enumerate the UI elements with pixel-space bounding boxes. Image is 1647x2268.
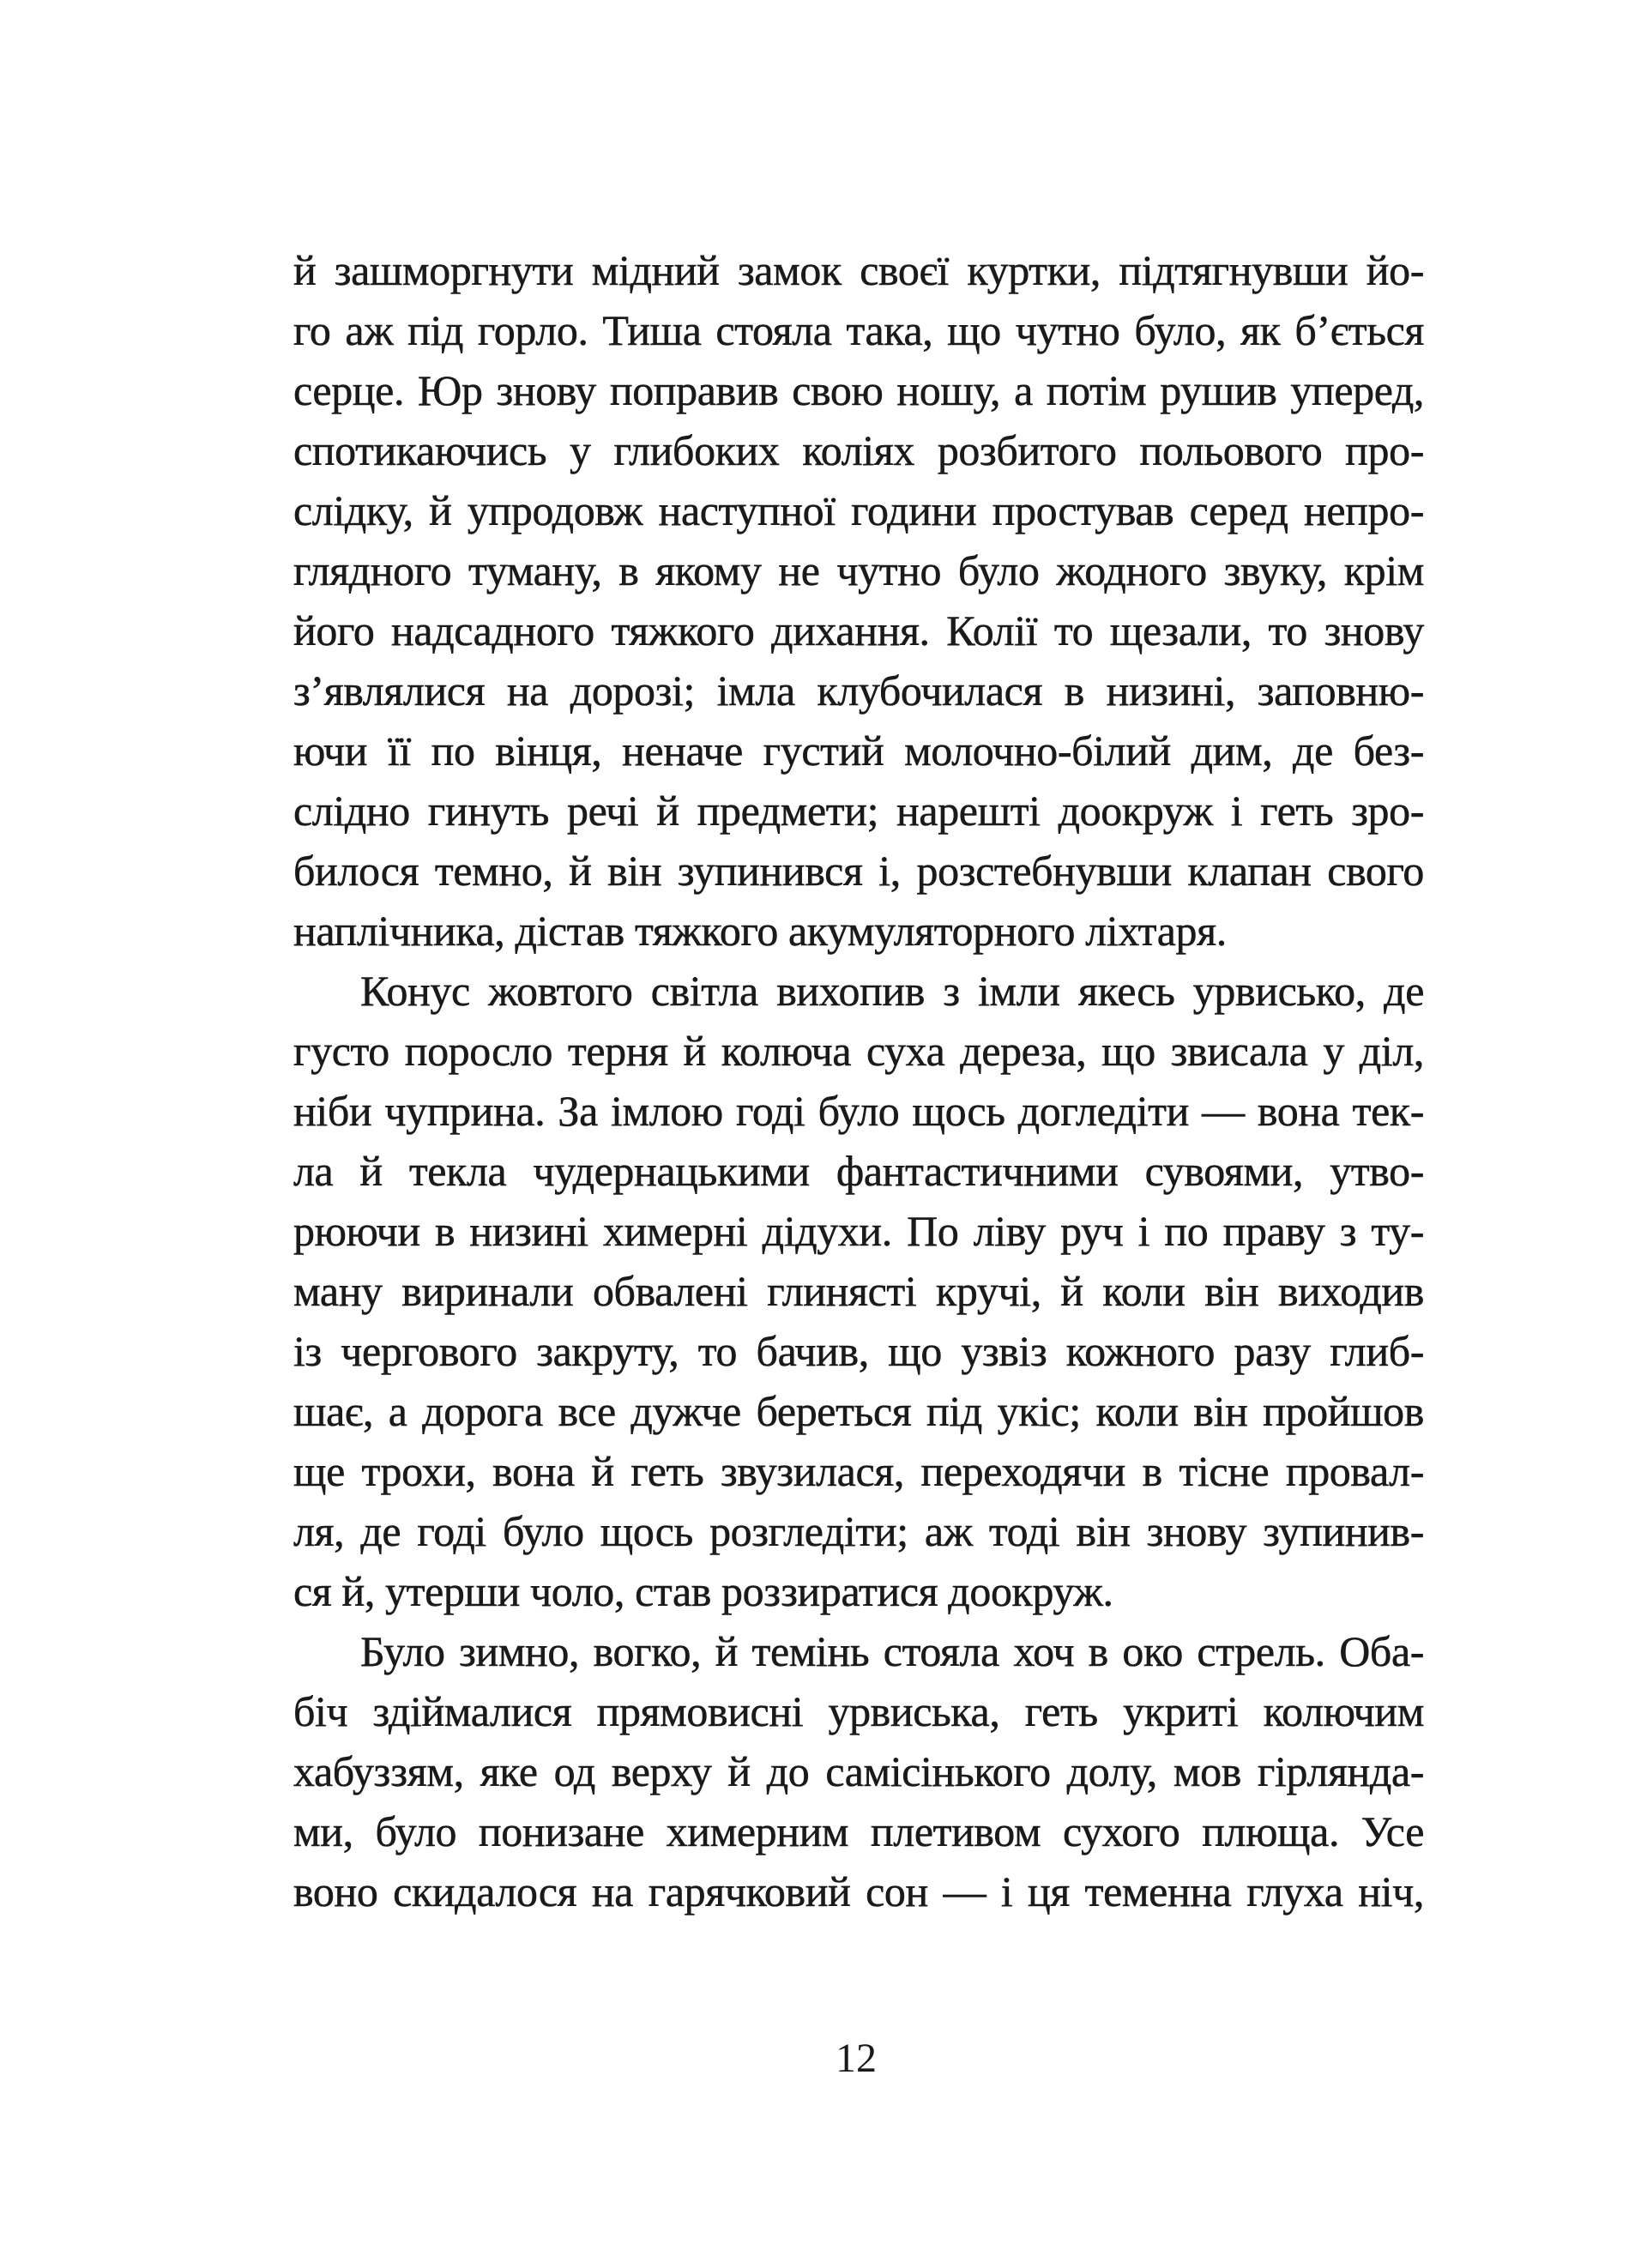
text-line: хабуззям, яке од верху й до самісінького долу, мов гірлянда- [293, 1747, 1424, 1795]
paragraph-first-line: Було зимно, вогко, й темінь стояла хоч в око стрель. Оба- [360, 1627, 1424, 1675]
text-line: густо поросло терня й колюча суха дереза, що звисала у діл, [293, 1027, 1424, 1075]
text-line: біч здіймалися прямовисні урвиська, геть укриті колючим [293, 1687, 1424, 1735]
page-number: 12 [836, 2036, 877, 2081]
paragraph-first-line: Конус жовтого світла вихопив з імли якесь урвисько, де [360, 967, 1424, 1015]
text-line: ніби чуприна. За імлою годі було щось догледіти — вона тек- [293, 1087, 1424, 1135]
text-line: рюючи в низині химерні дідухи. По ліву руч і по праву з ту- [293, 1207, 1424, 1255]
text-line: із чергового закруту, то бачив, що узвіз кожного разу глиб- [293, 1327, 1424, 1375]
text-line: серце. Юр знову поправив свою ношу, а потім рушив уперед, [293, 366, 1424, 414]
text-line: слідку, й упродовж наступної години простував серед непро- [293, 486, 1424, 534]
text-line: його надсадного тяжкого дихання. Колії то щезали, то знову [293, 606, 1424, 654]
text-line: билося темно, й він зупинився і, розстебнувши клапан свого [293, 847, 1424, 895]
text-line: воно скидалося на гарячковий сон — і ця теменна глуха ніч, [293, 1867, 1424, 1915]
text-line: наплічника, дістав тяжкого акумуляторного ліхтаря. [293, 907, 1227, 955]
text-line: слідно гинуть речі й предмети; нарешті доокруж і геть зро- [293, 787, 1424, 835]
text-line: з’являлися на дорозі; імла клубочилася в низині, заповню- [293, 667, 1424, 715]
text-line: ще трохи, вона й геть звузилася, переходячи в тісне провал- [293, 1447, 1424, 1495]
text-line: шає, а дорога все дужче береться під укіс; коли він пройшов [293, 1387, 1424, 1435]
text-line: ся й, утерши чоло, став роззиратися доокруж. [293, 1567, 1113, 1615]
text-line: ла й текла чудернацькими фантастичними сувоями, утво- [293, 1147, 1424, 1195]
text-line: й зашморгнути мідний замок своєї куртки, підтягнувши йо- [293, 246, 1424, 294]
text-line: спотикаючись у глибоких коліях розбитого польового про- [293, 426, 1424, 474]
text-line: ману виринали обвалені глинясті кручі, й коли він виходив [293, 1267, 1424, 1315]
text-line: го аж під горло. Тиша стояла така, що чутно було, як б’ється [293, 306, 1424, 354]
text-line: ля, де годі було щось розгледіти; аж тоді він знову зупинив- [293, 1507, 1424, 1555]
page-body-text [293, 240, 1424, 1921]
text-line: глядного туману, в якому не чутно було жодного звуку, крім [293, 546, 1424, 594]
text-line: ми, було понизане химерним плетивом сухого плюща. Усе [293, 1807, 1424, 1855]
text-line: ючи її по вінця, неначе густий молочно-білий дим, де без- [293, 727, 1424, 775]
